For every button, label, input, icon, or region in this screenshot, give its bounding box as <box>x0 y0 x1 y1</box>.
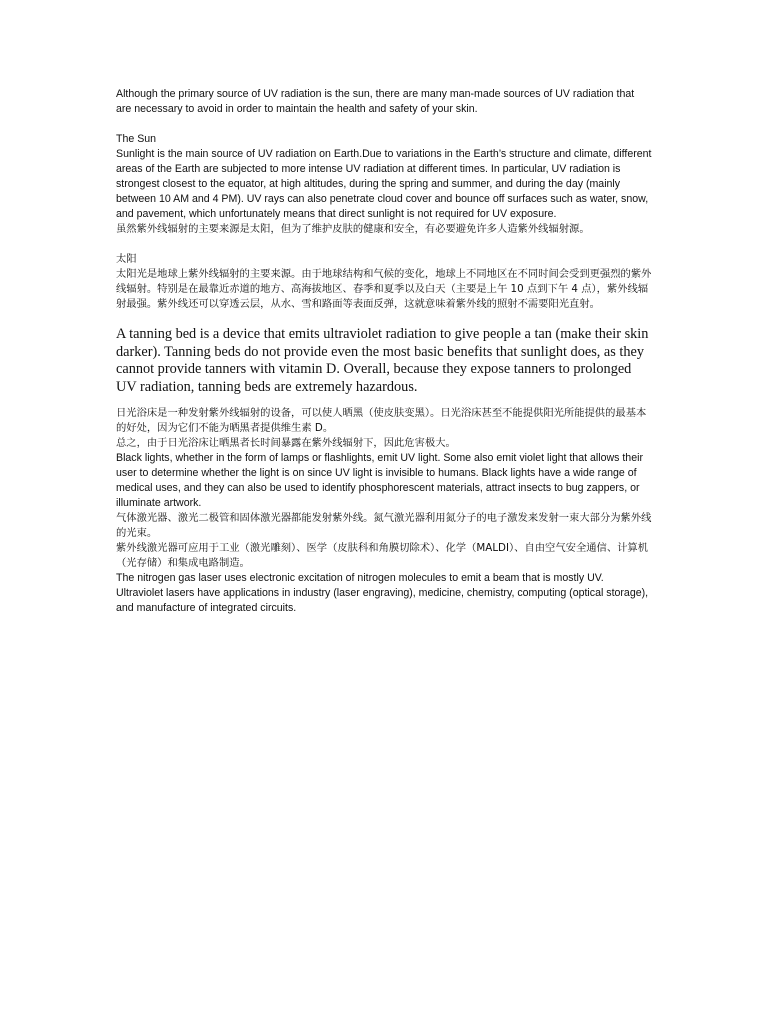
paragraph-spacer <box>116 396 652 406</box>
sun-heading-zh: 太阳 <box>116 253 137 265</box>
nitrogen-laser-paragraph-en: The nitrogen gas laser uses electronic excitation of nitrogen molecules to emit a beam that is mostly UV. <box>116 572 604 584</box>
sun-paragraph-en: Sunlight is the main source of UV radiation on Earth.Due to variations in the Earth’s structure and climate, different areas of the Earth are subjected to more intense UV radiation at different times. In particular, UV radiation is strongest closest to the equator, at high altitudes, during the spring and summer, and during the day (mainly between 10 AM and 4 PM). UV rays can also penetrate cloud cover and bounce off surfaces such as water, snow, and pavement, which unfortunately means that direct sunlight is not required for UV exposure. <box>116 148 652 220</box>
laser-applications-zh: 紫外线激光器可应用于工业（激光雕刻）、医学（皮肤科和角膜切除术）、化学（MALDI）、自由空气安全通信、计算机（光存储）和集成电路制造。 <box>116 542 649 569</box>
document-page <box>116 87 652 616</box>
sun-heading-en: The Sun <box>116 133 157 145</box>
tanning-bed-paragraph-en: A tanning bed is a device that emits ultraviolet radiation to give people a tan (make their skin darker). Tanning beds do not provide even the most basic benefits that sunlight does, as they cannot provide tanners with vitamin D. Overall, because they expose tanners to prolonged UV radiation, tanning beds are extremely hazardous. <box>116 326 649 395</box>
uv-lasers-paragraph-en: Ultraviolet lasers have applications in industry (laser engraving), medicine, chemistry, computing (optical storage), and manufacture of integrated circuits. <box>116 587 649 614</box>
lasers-paragraph-zh: 气体激光器、激光二极管和固体激光器都能发射紫外线。氮气激光器利用氮分子的电子激发来发射一束大部分为紫外线的光束。 <box>116 512 652 539</box>
intro-paragraph-en: Although the primary source of UV radiation is the sun, there are many man-made sources of UV radiation that are necessary to avoid in order to maintain the health and safety of your skin. <box>116 88 635 115</box>
paragraph-spacer <box>116 312 652 326</box>
paragraph-spacer <box>116 117 652 132</box>
black-lights-paragraph-en: Black lights, whether in the form of lamps or flashlights, emit UV light. Some also emit violet light that allows their user to determine whether the light is on since UV light is invisible to humans. Black lights have a wide range of medical uses, and they can also be used to identify phosphorescent materials, attract insects to bug zappers, or illuminate artwork. <box>116 452 643 509</box>
sun-paragraph-zh: 太阳光是地球上紫外线辐射的主要来源。由于地球结构和气候的变化，地球上不同地区在不同时间会受到更强烈的紫外线辐射。特别是在最靠近赤道的地方、高海拔地区、春季和夏季以及白天（主要是上午 10 点到下午 4 点），紫外线辐射最强。紫外线还可以穿透云层，从水、雪和路面等表面反弹，这就意味着紫外线的照射不需要阳光直射。 <box>116 268 652 310</box>
tanning-bed-paragraph-zh: 日光浴床是一种发射紫外线辐射的设备，可以使人晒黑（使皮肤变黑）。日光浴床甚至不能提供阳光所能提供的最基本的好处，因为它们不能为晒黑者提供维生素 D。 <box>116 407 647 434</box>
paragraph-spacer <box>116 237 652 252</box>
intro-paragraph-zh: 虽然紫外线辐射的主要来源是太阳，但为了维护皮肤的健康和安全，有必要避免许多人造紫外线辐射源。 <box>116 223 590 235</box>
tanning-summary-zh: 总之，由于日光浴床让晒黑者长时间暴露在紫外线辐射下，因此危害极大。 <box>116 437 456 449</box>
